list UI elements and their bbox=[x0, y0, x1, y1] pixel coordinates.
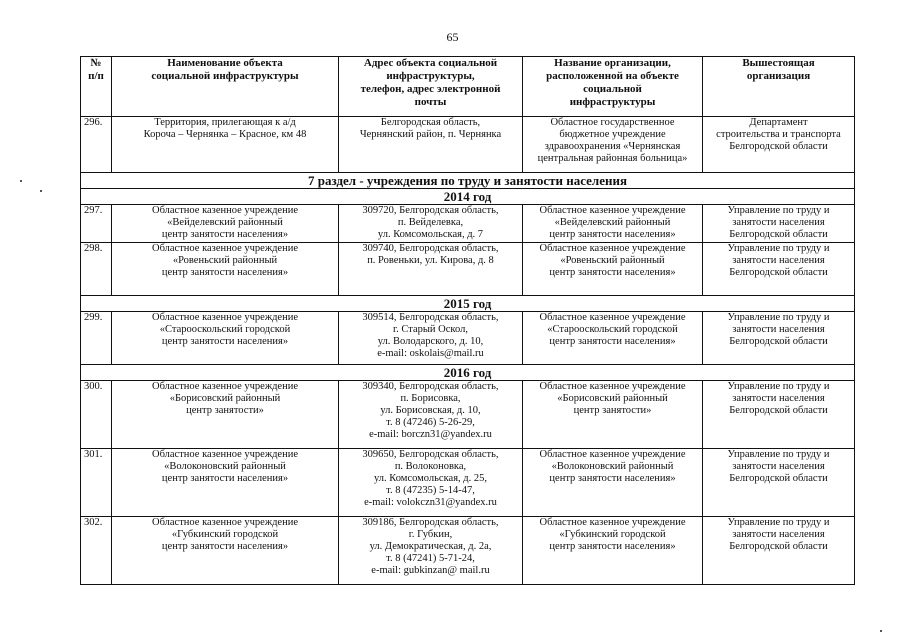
cell-text-line: занятости населения bbox=[732, 529, 825, 540]
table-row bbox=[81, 243, 855, 296]
table-header-row bbox=[81, 57, 855, 117]
object-name bbox=[112, 312, 339, 365]
table-row bbox=[81, 117, 855, 173]
cell-text-line: организация bbox=[746, 70, 811, 82]
cell-text-line: Областное казенное учреждение bbox=[151, 205, 298, 216]
cell-text-line: Областное государственное bbox=[550, 117, 675, 128]
cell-text-line: e-mail: volokczn31@yandex.ru bbox=[364, 497, 497, 508]
cell-text-line: т. 8 (47246) 5-26-29, bbox=[386, 417, 475, 428]
cell-text-line: Белгородской области bbox=[729, 473, 828, 484]
year-heading: 2015 год bbox=[81, 296, 855, 312]
cell-text-line: центр занятости населения» bbox=[161, 336, 289, 347]
row-number: 297. bbox=[81, 205, 112, 243]
year-heading: 2014 год bbox=[81, 189, 855, 205]
cell-text-line: почты bbox=[414, 96, 447, 108]
cell-text-line: занятости населения bbox=[732, 461, 825, 472]
cell-text-line: Короча – Чернянка – Красное, км 48 bbox=[143, 129, 307, 140]
cell-text-line: социальной инфраструктуры bbox=[151, 70, 299, 82]
object-name bbox=[112, 381, 339, 449]
cell-text-line: Областное казенное учреждение bbox=[151, 449, 298, 460]
row-number: 300. bbox=[81, 381, 112, 449]
cell-text-line: e-mail: borczn31@yandex.ru bbox=[369, 429, 492, 440]
cell-text-line: Областное казенное учреждение bbox=[151, 243, 298, 254]
cell-text-line: занятости населения bbox=[732, 255, 825, 266]
scan-speck bbox=[880, 630, 882, 632]
cell-text-line: занятости населения bbox=[732, 324, 825, 335]
cell-text-line: г. Старый Оскол, bbox=[393, 324, 468, 335]
cell-text-line: центр занятости» bbox=[186, 405, 264, 416]
cell-text-line: центр занятости населения» bbox=[161, 473, 289, 484]
parent-organization bbox=[703, 117, 855, 173]
cell-text-line: Наименование объекта bbox=[167, 57, 283, 69]
year-row bbox=[81, 365, 855, 381]
object-address bbox=[339, 243, 523, 296]
cell-text-line: телефон, адрес электронной bbox=[360, 83, 501, 95]
object-name bbox=[112, 449, 339, 517]
cell-text-line: Областное казенное учреждение bbox=[151, 381, 298, 392]
cell-text-line: ул. Комсомольская, д. 7 bbox=[377, 229, 484, 240]
cell-text-line: Областное казенное учреждение bbox=[539, 449, 686, 460]
cell-text-line: центр занятости населения» bbox=[549, 267, 676, 278]
cell-text-line: Адрес объекта социальной bbox=[363, 57, 498, 69]
cell-text-line: центр занятости населения» bbox=[549, 229, 676, 240]
cell-text-line: «Ровеньский районный bbox=[172, 255, 278, 266]
table-row bbox=[81, 517, 855, 585]
cell-text-line: центр занятости населения» bbox=[549, 336, 676, 347]
header-org bbox=[523, 57, 703, 117]
cell-text-line: 309514, Белгородская область, bbox=[362, 312, 499, 323]
cell-text-line: Белгородской области bbox=[729, 267, 828, 278]
row-number: 301. bbox=[81, 449, 112, 517]
cell-text-line: т. 8 (47235) 5-14-47, bbox=[386, 485, 475, 496]
table-row bbox=[81, 449, 855, 517]
object-address bbox=[339, 312, 523, 365]
cell-text-line: Областное казенное учреждение bbox=[539, 205, 686, 216]
cell-text-line: Территория, прилегающая к а/д bbox=[154, 117, 296, 128]
cell-text-line: занятости населения bbox=[732, 393, 825, 404]
cell-text-line: «Вейделевский районный bbox=[167, 217, 283, 228]
header-num bbox=[81, 57, 112, 117]
parent-organization bbox=[703, 312, 855, 365]
cell-text-line: п. Борисовка, bbox=[400, 393, 461, 404]
cell-text-line: «Волоконовский районный bbox=[164, 461, 286, 472]
cell-text-line: центр занятости населения» bbox=[549, 541, 676, 552]
cell-text-line: «Волоконовский районный bbox=[551, 461, 674, 472]
year-heading: 2016 год bbox=[81, 365, 855, 381]
object-address bbox=[339, 449, 523, 517]
parent-organization bbox=[703, 517, 855, 585]
cell-text-line: Белгородской области bbox=[729, 336, 828, 347]
organization-name bbox=[523, 312, 703, 365]
cell-text-line: 309650, Белгородская область, bbox=[362, 449, 499, 460]
page-number: 65 bbox=[446, 30, 459, 44]
object-address bbox=[339, 517, 523, 585]
cell-text-line: Департамент bbox=[749, 117, 808, 128]
object-name bbox=[112, 117, 339, 173]
cell-text-line: бюджетное учреждение bbox=[559, 129, 666, 140]
cell-text-line: Управление по труду и bbox=[727, 205, 830, 216]
header-parent bbox=[703, 57, 855, 117]
organization-name bbox=[523, 243, 703, 296]
cell-text-line: «Борисовский районный bbox=[169, 393, 281, 404]
cell-text-line: Областное казенное учреждение bbox=[539, 243, 686, 254]
object-address bbox=[339, 117, 523, 173]
organization-name bbox=[523, 205, 703, 243]
cell-text-line: центр занятости населения» bbox=[161, 267, 289, 278]
parent-organization bbox=[703, 243, 855, 296]
cell-text-line: Областное казенное учреждение bbox=[539, 381, 686, 392]
cell-text-line: Управление по труду и bbox=[727, 449, 830, 460]
cell-text-line: Управление по труду и bbox=[727, 517, 830, 528]
object-address bbox=[339, 381, 523, 449]
cell-text-line: Белгородская область, bbox=[380, 117, 481, 128]
cell-text-line: № bbox=[90, 57, 102, 69]
cell-text-line: «Старооскольский городской bbox=[159, 324, 291, 335]
cell-text-line: здравоохранения «Чернянская bbox=[544, 141, 681, 152]
cell-text-line: 309340, Белгородская область, bbox=[362, 381, 499, 392]
organization-name bbox=[523, 449, 703, 517]
cell-text-line: Управление по труду и bbox=[727, 381, 830, 392]
year-row bbox=[81, 189, 855, 205]
cell-text-line: п. Ровеньки, ул. Кирова, д. 8 bbox=[367, 255, 494, 266]
cell-text-line: 309186, Белгородская область, bbox=[362, 517, 499, 528]
cell-text-line: Областное казенное учреждение bbox=[151, 517, 298, 528]
row-number: 302. bbox=[81, 517, 112, 585]
object-name bbox=[112, 243, 339, 296]
table-row bbox=[81, 205, 855, 243]
scan-speck bbox=[20, 180, 22, 182]
cell-text-line: инфраструктуры, bbox=[386, 70, 475, 82]
infrastructure-table bbox=[80, 56, 855, 585]
object-name bbox=[112, 205, 339, 243]
cell-text-line: занятости населения bbox=[732, 217, 825, 228]
scan-speck bbox=[40, 190, 42, 192]
cell-text-line: Белгородской области bbox=[729, 141, 828, 152]
object-name bbox=[112, 517, 339, 585]
parent-organization bbox=[703, 449, 855, 517]
cell-text-line: 309740, Белгородская область, bbox=[362, 243, 499, 254]
cell-text-line: «Вейделевский районный bbox=[554, 217, 671, 228]
cell-text-line: «Старооскольский городской bbox=[547, 324, 678, 335]
cell-text-line: Областное казенное учреждение bbox=[539, 517, 686, 528]
cell-text-line: e-mail: oskolais@mail.ru bbox=[377, 348, 484, 359]
cell-text-line: центральная районная больница» bbox=[537, 153, 688, 164]
cell-text-line: Областное казенное учреждение bbox=[151, 312, 298, 323]
organization-name bbox=[523, 517, 703, 585]
cell-text-line: п. Волоконовка, bbox=[394, 461, 467, 472]
row-number: 298. bbox=[81, 243, 112, 296]
cell-text-line: «Губкинский городской bbox=[559, 529, 666, 540]
cell-text-line: центр занятости населения» bbox=[161, 229, 289, 240]
cell-text-line: п/п bbox=[88, 70, 104, 82]
header-address bbox=[339, 57, 523, 117]
cell-text-line: п. Вейделевка, bbox=[397, 217, 464, 228]
cell-text-line: г. Губкин, bbox=[408, 529, 453, 540]
cell-text-line: Белгородской области bbox=[729, 229, 828, 240]
cell-text-line: Управление по труду и bbox=[727, 243, 830, 254]
header-object bbox=[112, 57, 339, 117]
parent-organization bbox=[703, 381, 855, 449]
cell-text-line: Вышестоящая bbox=[742, 57, 815, 69]
cell-text-line: Управление по труду и bbox=[727, 312, 830, 323]
year-row bbox=[81, 296, 855, 312]
cell-text-line: Название организации, bbox=[554, 57, 671, 69]
row-number: 296. bbox=[81, 117, 112, 173]
cell-text-line: «Ровеньский районный bbox=[560, 255, 665, 266]
cell-text-line: «Губкинский городской bbox=[171, 529, 279, 540]
organization-name bbox=[523, 381, 703, 449]
cell-text-line: инфраструктуры bbox=[569, 96, 656, 108]
cell-text-line: ул. Володарского, д. 10, bbox=[377, 336, 484, 347]
cell-text-line: социальной bbox=[583, 83, 642, 95]
row-number: 299. bbox=[81, 312, 112, 365]
cell-text-line: Белгородской области bbox=[729, 405, 828, 416]
table-row bbox=[81, 381, 855, 449]
cell-text-line: Областное казенное учреждение bbox=[539, 312, 686, 323]
cell-text-line: Белгородской области bbox=[729, 541, 828, 552]
cell-text-line: Чернянский район, п. Чернянка bbox=[359, 129, 502, 140]
cell-text-line: e-mail: gubkinzan@ mail.ru bbox=[371, 565, 490, 576]
cell-text-line: строительства и транспорта bbox=[716, 129, 841, 140]
cell-text-line: ул. Демократическая, д. 2а, bbox=[369, 541, 492, 552]
cell-text-line: центр занятости населения» bbox=[549, 473, 676, 484]
parent-organization bbox=[703, 205, 855, 243]
cell-text-line: 309720, Белгородская область, bbox=[362, 205, 499, 216]
cell-text-line: т. 8 (47241) 5-71-24, bbox=[386, 553, 475, 564]
object-address bbox=[339, 205, 523, 243]
cell-text-line: ул. Борисовская, д. 10, bbox=[380, 405, 481, 416]
cell-text-line: «Борисовский районный bbox=[557, 393, 668, 404]
section-row bbox=[81, 173, 855, 189]
cell-text-line: расположенной на объекте bbox=[546, 70, 679, 82]
organization-name bbox=[523, 117, 703, 173]
cell-text-line: центр занятости» bbox=[573, 405, 652, 416]
cell-text-line: ул. Комсомольская, д. 25, bbox=[373, 473, 487, 484]
section-title: 7 раздел - учреждения по труду и занятости населения bbox=[81, 173, 855, 189]
table-row bbox=[81, 312, 855, 365]
cell-text-line: центр занятости населения» bbox=[161, 541, 289, 552]
